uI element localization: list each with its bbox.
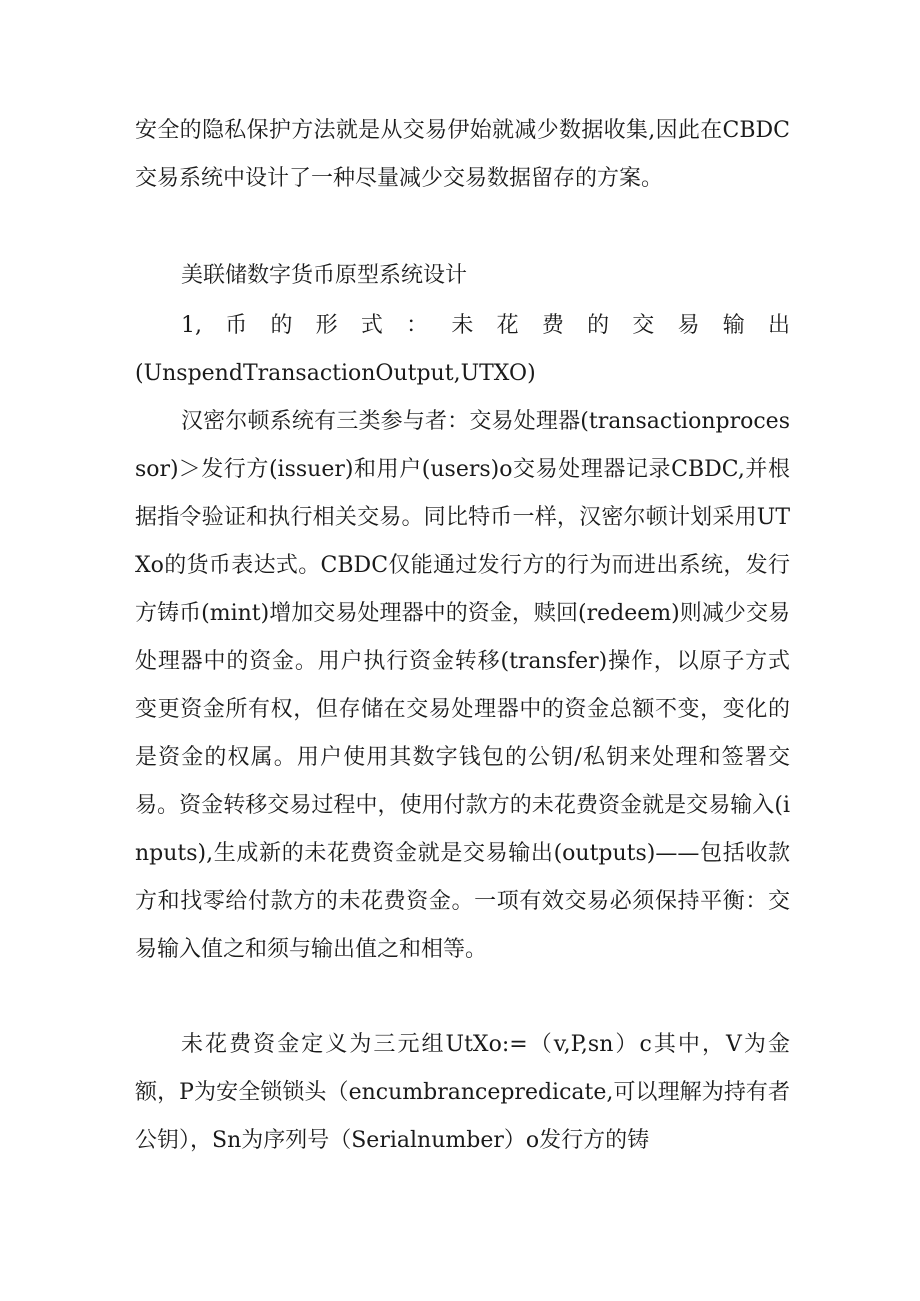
paragraph-hamilton-system: 汉密尔顿系统有三类参与者：交易处理器(transactionprocessor)＞发行方(issuer)和用户(users)o交易处理器记录CBDC,并根据指令验证和执行相关交易。同比特币一样，汉密尔顿计划采用UTXo的货币表达式。CBDC仅能通过发行方的行为而进出系统，发行方铸币(mint)增加交易处理器中的资金，赎回(redeem)则减少交易处理器中的资金。用户执行资金转移(transfer)操作，以原子方式变更资金所有权，但存储在交易处理器中的资金总额不变，变化的是资金的权属。用户使用其数字钱包的公钥/私钥来处理和签署交易。资金转移交易过程中，使用付款方的未花费资金就是交易输入(inputs),生成新的未花费资金就是交易输出(outputs)——包括收款方和找零给付款方的未花费资金。一项有效交易必须保持平衡：交易输入值之和须与输出值之和相等。 <box>135 409 790 962</box>
subsection-heading-line1: 1,币的形式：未花费的交易输出 <box>181 313 790 338</box>
paragraph-utxo-definition: 未花费资金定义为三元组UtXo:=（v,P,sn）c其中，V为金额，P为安全锁锁头（encumbrancepredicate,可以理解为持有者公钥），Sn为序列号（Serialnumber）o发行方的铸 <box>135 1032 790 1153</box>
subsection-heading-coin-form <box>135 302 790 398</box>
section-title: 美联储数字货币原型系统设计 <box>181 263 468 288</box>
paragraph-privacy-intro: 安全的隐私保护方法就是从交易伊始就减少数据收集,因此在CBDC交易系统中设计了一种尽量减少交易数据留存的方案。 <box>135 118 790 191</box>
subsection-heading-line2: (UnspendTransactionOutput,UTXO) <box>135 361 536 386</box>
